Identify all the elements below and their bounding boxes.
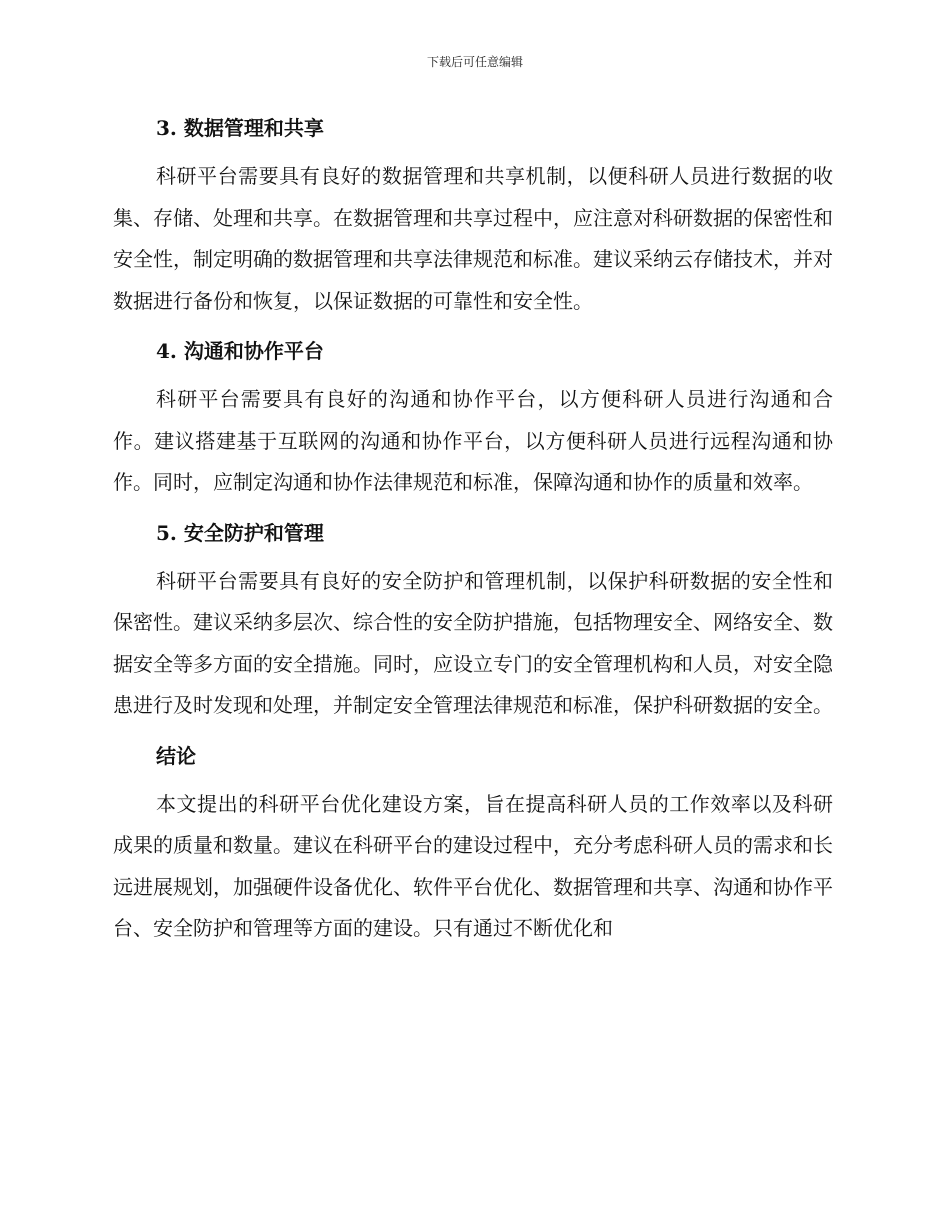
document-body	[113, 106, 833, 950]
section-heading-communication-platform: 4. 沟通和协作平台	[156, 339, 324, 363]
section-paragraph-communication-platform: 科研平台需要具有良好的沟通和协作平台，以方便科研人员进行沟通和合作。建议搭建基于互联网的沟通和协作平台，以方便科研人员进行远程沟通和协作。同时，应制定沟通和协作法律规范和标准，保障沟通和协作的质量和效率。	[113, 387, 833, 494]
section-heading-conclusion: 结论	[156, 743, 196, 768]
section-paragraph-conclusion: 本文提出的科研平台优化建设方案，旨在提高科研人员的工作效率以及科研成果的质量和数量。建议在科研平台的建设过程中，充分考虑科研人员的需求和长远进展规划，加强硬件设备优化、软件平台优化、数据管理和共享、沟通和协作平台、安全防护和管理等方面的建设。只有通过不断优化和	[113, 791, 833, 940]
section-heading-security: 5. 安全防护和管理	[156, 520, 324, 545]
header-note: 下载后可任意编辑	[426, 55, 523, 69]
section-paragraph-security: 科研平台需要具有良好的安全防护和管理机制，以保护科研数据的安全性和保密性。建议采纳多层次、综合性的安全防护措施，包括物理安全、网络安全、数据安全等多方面的安全措施。同时，应设立专门的安全管理机构和人员，对安全隐患进行及时发现和处理，并制定安全管理法律规范和标准，保护科研数据的安全。	[113, 568, 833, 717]
section-heading-data-management: 3. 数据管理和共享	[156, 116, 324, 140]
section-paragraph-data-management: 科研平台需要具有良好的数据管理和共享机制，以便科研人员进行数据的收集、存储、处理和共享。在数据管理和共享过程中，应注意对科研数据的保密性和安全性，制定明确的数据管理和共享法律规范和标准。建议采纳云存储技术，并对数据进行备份和恢复，以保证数据的可靠性和安全性。	[113, 164, 833, 313]
